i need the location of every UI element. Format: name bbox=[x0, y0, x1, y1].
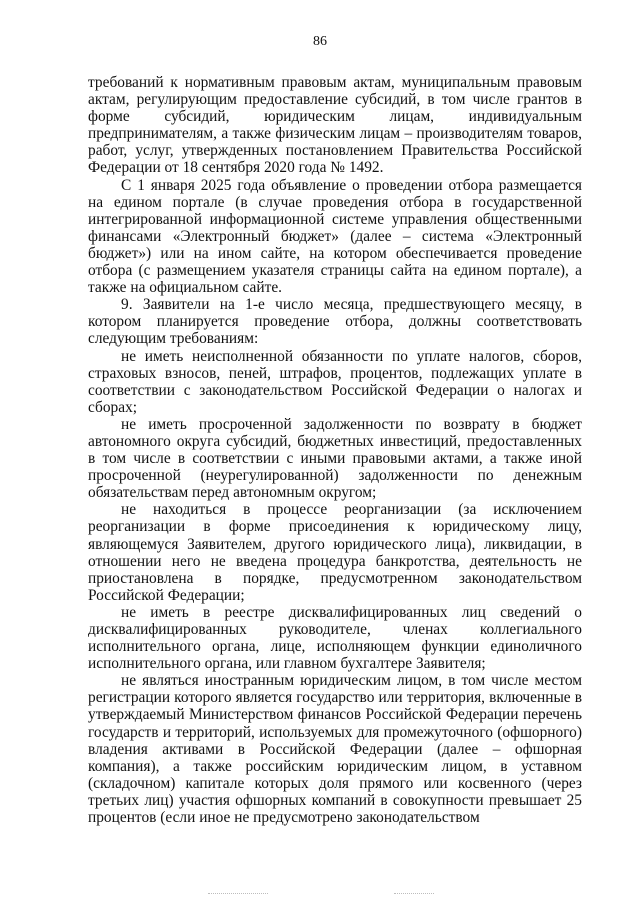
paragraph: не находиться в процессе реорганизации (за исключением реорганизации в форме присоединения к юридическому лицу, являющемуся Заявителем, другого юридического лица), ликвидации, в отношении него не введена процедура банкротства, деятельность не приостановлена в порядке, предусмотренном законодательством Российской Федерации; bbox=[88, 501, 582, 604]
paragraph: не иметь просроченной задолженности по возврату в бюджет автономного округа субсидий, бюджетных инвестиций, предоставленных в том числе в соответствии с иными правовыми актами, а также иной просроченной (неурегулированной) задолженности по денежным обязательствам перед автономным округом; bbox=[88, 415, 582, 502]
paragraph: не иметь неисполненной обязанности по уплате налогов, сборов, страховых взносов, пеней, штрафов, процентов, подлежащих уплате в соответствии с законодательством Российской Федерации о налогах и сборах; bbox=[88, 347, 582, 416]
paragraph: не являться иностранным юридическим лицом, в том числе местом регистрации которого является государство или территория, включенные в утверждаемый Министерством финансов Российской Федерации перечень государств и территорий, используемых для промежуточного (офшорного) владения активами в Российской Федерации (далее – офшорная компания), а также российским юридическим лицом, в уставном (складочном) капитале которых доля прямого или косвенного (через третьих лиц) участия офшорных компаний в совокупности превышает 25 процентов (если иное не предусмотрено законодательством bbox=[88, 672, 582, 827]
paragraph: не иметь в реестре дисквалифицированных лиц сведений о дисквалифицированных руководителе, членах коллегиального исполнительного органа, лице, исполняющем функции единоличного исполнительного органа, или главном бухгалтере Заявителя; bbox=[88, 603, 582, 673]
paragraph: 9. Заявители на 1-е число месяца, предшествующего месяцу, в котором планируется проведение отбора, должны соответствовать следующим требованиям: bbox=[88, 296, 582, 348]
paragraph: требований к нормативным правовым актам, муниципальным правовым актам, регулирующим предоставление субсидий, в том числе грантов в форме субсидий, юридическим лицам, индивидуальным предпринимателям, а также физическим лицам – производителям товаров, работ, услуг, утвержденных постановлением Правительства Российской Федерации от 18 сентября 2020 года № 1492. bbox=[88, 74, 582, 177]
paragraph: С 1 января 2025 года объявление о проведении отбора размещается на едином портале (в случае проведения отбора в государственной интегрированной информационной системе управления общественными финансами «Электронный бюджет» (далее – система «Электронный бюджет») или на ином сайте, на котором обеспечивается проведение отбора (с размещением указателя страницы сайта на едином портале), а также на официальном сайте. bbox=[88, 176, 582, 297]
document-body bbox=[88, 74, 582, 826]
scan-artifact bbox=[208, 893, 268, 898]
page-number: 86 bbox=[313, 34, 327, 49]
scan-artifact bbox=[394, 893, 434, 898]
